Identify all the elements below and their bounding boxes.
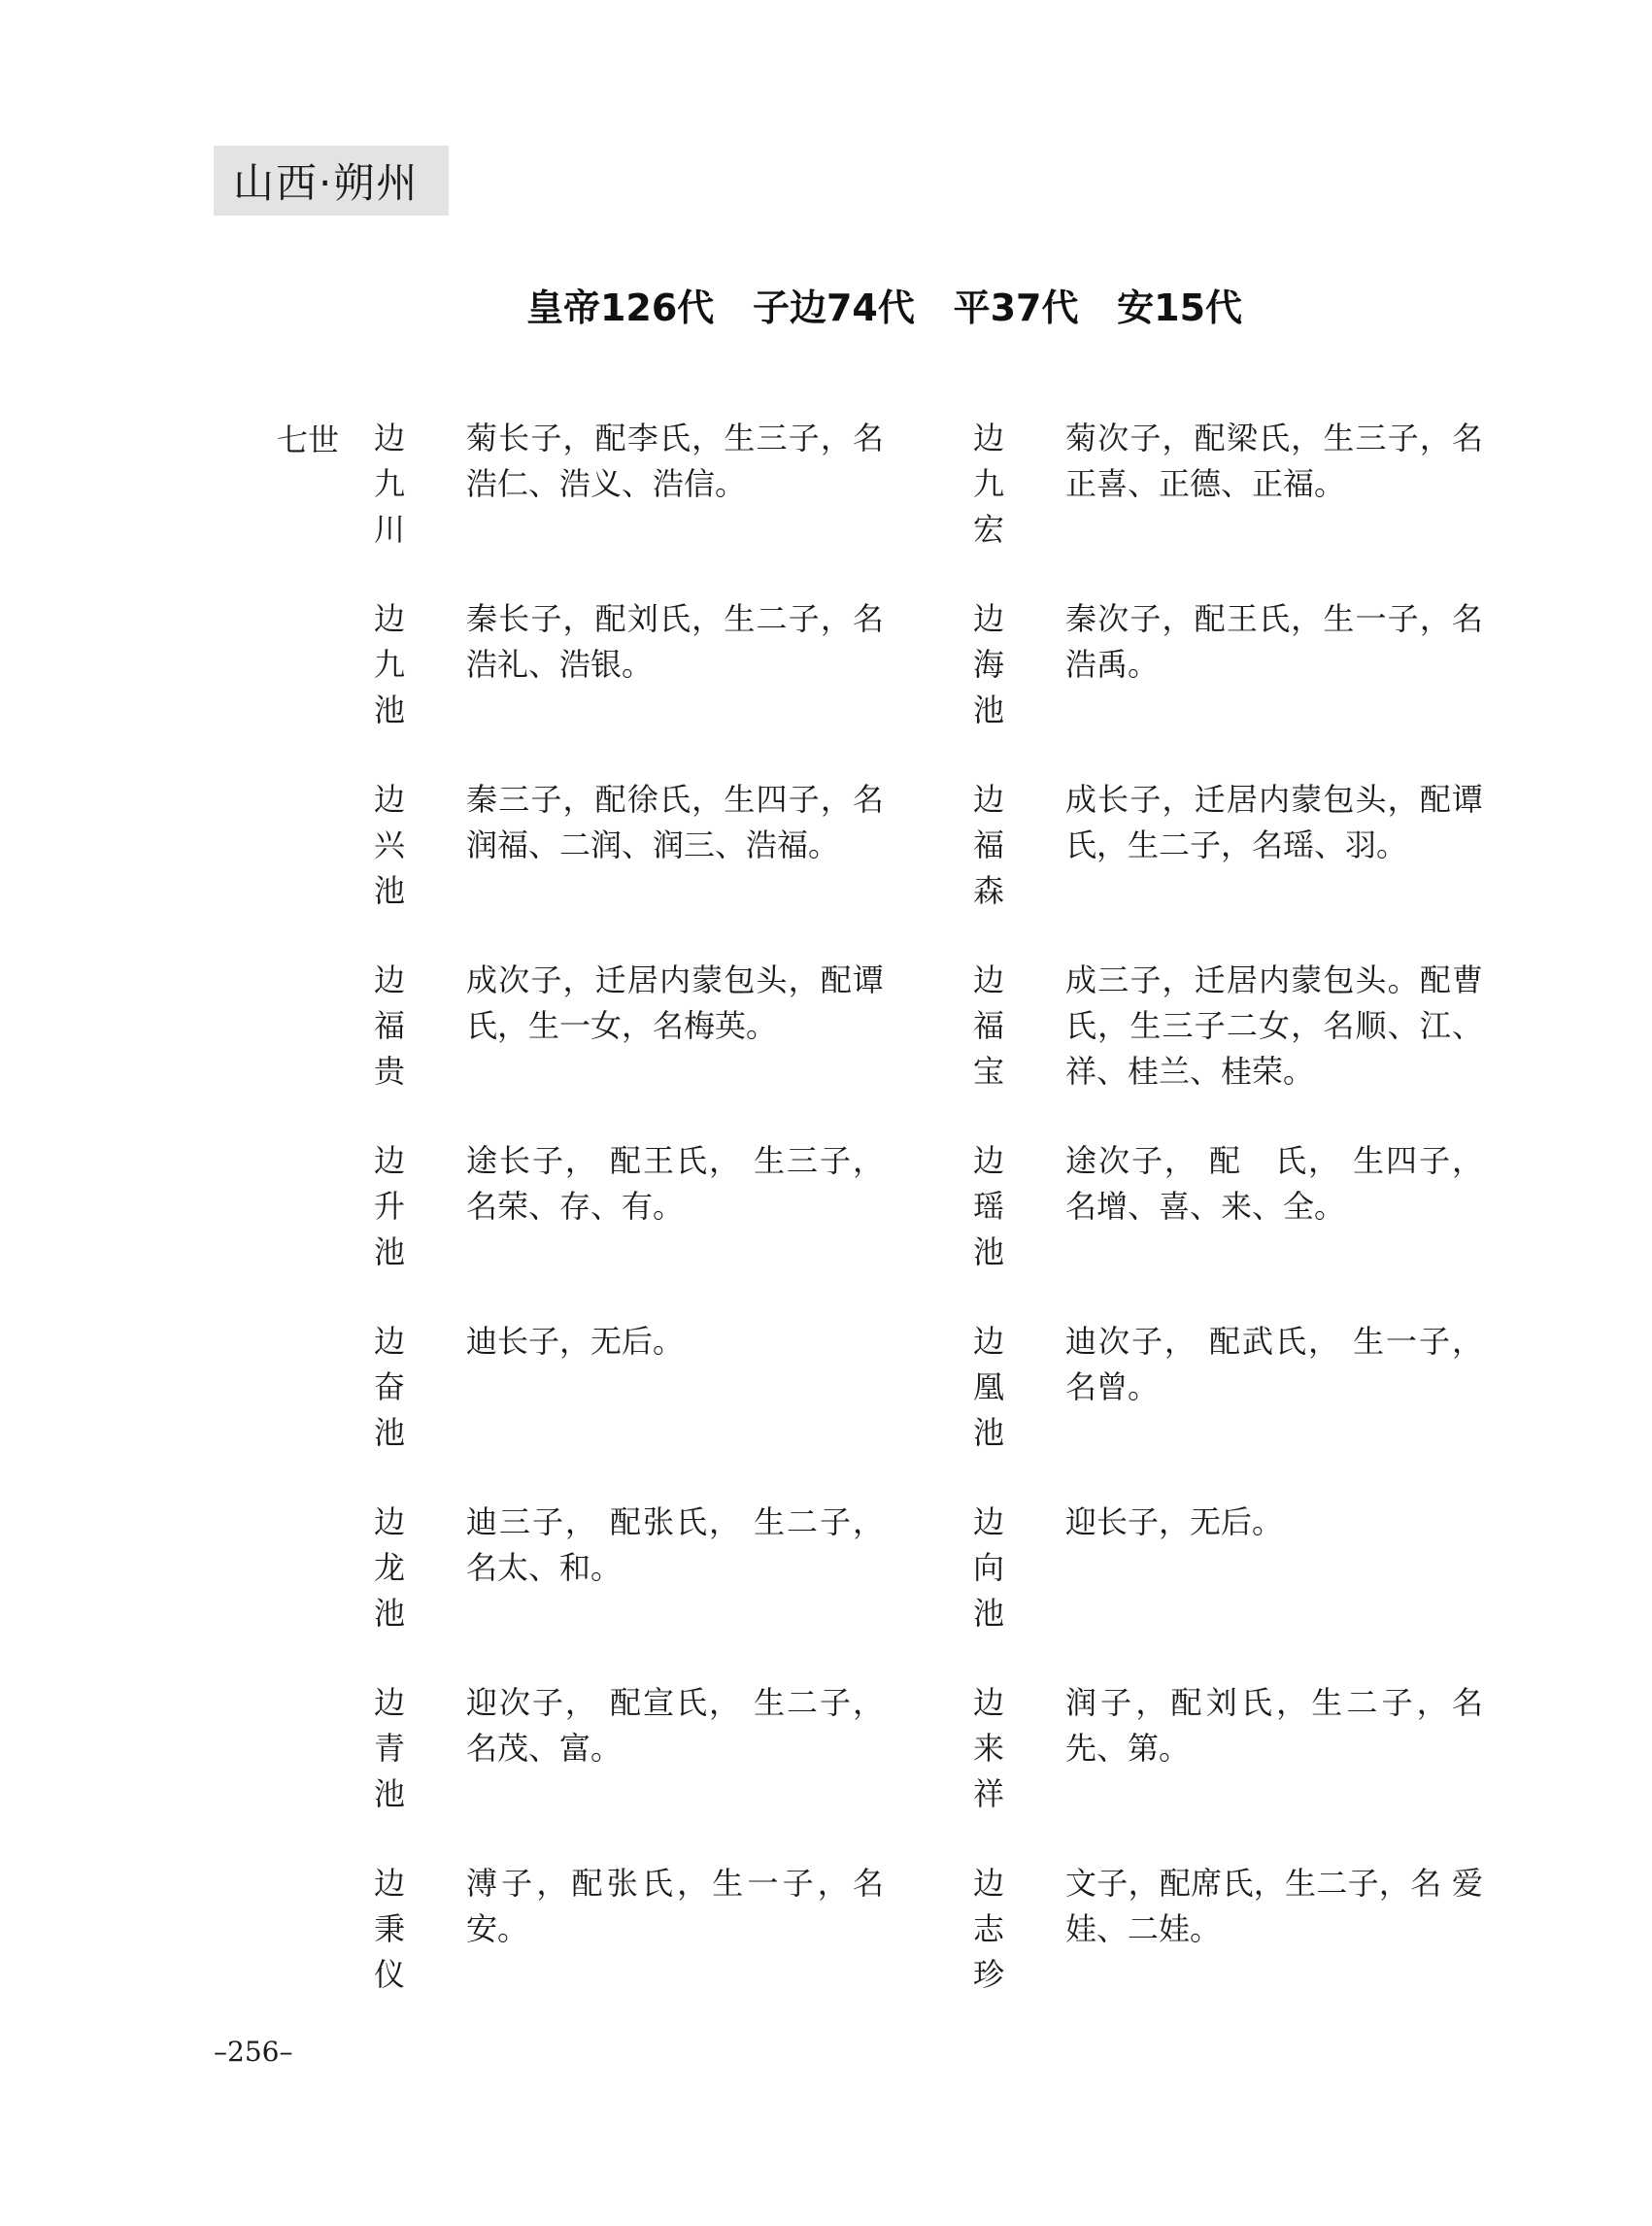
genealogy-entry [973, 1680, 1498, 1845]
entry-name: 边 来 祥 [973, 1684, 1005, 1812]
genealogy-entry [374, 1500, 898, 1665]
entry-name: 边 龙 池 [374, 1503, 406, 1632]
entry-name: 边 福 宝 [973, 961, 1005, 1090]
entry-name: 边 凰 池 [973, 1323, 1005, 1451]
entry-name: 边 瑶 池 [973, 1142, 1005, 1270]
entry-description: 秦长子，配刘氏，生二子，名浩礼、浩银。 [466, 600, 884, 683]
entry-description: 文子，配席氏，生二子，名 爱娃、二娃。 [1065, 1865, 1483, 1947]
entry-description: 途次子， 配 氏， 生四子，名增、喜、来、全。 [1065, 1142, 1483, 1225]
entry-description: 迪长子，无后。 [466, 1323, 685, 1360]
genealogy-entry [374, 777, 898, 942]
entry-name: 边 兴 池 [374, 781, 406, 909]
entry-name: 边 青 池 [374, 1684, 406, 1812]
genealogy-entry [973, 1500, 1498, 1665]
entry-name: 边 福 森 [973, 781, 1005, 909]
entry-description: 迎次子， 配宣氏， 生二子，名茂、富。 [466, 1684, 884, 1767]
genealogy-entry [973, 1138, 1498, 1303]
genealogy-entry [374, 416, 898, 581]
genealogy-entry [973, 1861, 1498, 2026]
generation-label: 七世 [277, 422, 340, 458]
entry-description: 途长子， 配王氏， 生三子，名荣、存、有。 [466, 1142, 884, 1225]
genealogy-entry [374, 1138, 898, 1303]
entry-description: 秦次子，配王氏，生一子，名浩禹。 [1065, 600, 1483, 683]
region-header-tab: 山西·朔州 [214, 146, 449, 216]
entry-name: 边 九 池 [374, 600, 406, 728]
genealogy-entry [973, 596, 1498, 761]
generation-count-title: 皇帝126代 子边74代 平37代 安15代 [525, 287, 1243, 329]
entry-name: 边 福 贵 [374, 961, 406, 1090]
entry-name: 边 志 珍 [973, 1865, 1005, 1993]
genealogy-entry [374, 1319, 898, 1484]
entry-name: 边 秉 仪 [374, 1865, 406, 1993]
entry-name: 边 奋 池 [374, 1323, 406, 1451]
genealogy-entry [374, 1861, 898, 2026]
entry-name: 边 海 池 [973, 600, 1005, 728]
entry-description: 成次子，迁居内蒙包头，配谭氏，生一女，名梅英。 [466, 961, 884, 1044]
entry-description: 迪三子， 配张氏， 生二子，名太、和。 [466, 1503, 884, 1586]
genealogy-entry [973, 416, 1498, 581]
genealogy-entry [374, 596, 898, 761]
page-number: –256– [214, 2036, 293, 2068]
genealogy-entry [374, 1680, 898, 1845]
entry-description: 成三子，迁居内蒙包头。配曹氏，生三子二女，名顺、江、祥、桂兰、桂荣。 [1065, 961, 1483, 1090]
genealogy-entry [973, 1319, 1498, 1484]
entry-description: 成长子，迁居内蒙包头，配谭氏，生二子，名瑶、羽。 [1065, 781, 1483, 863]
entry-description: 迪次子， 配武氏， 生一子，名曾。 [1065, 1323, 1483, 1405]
entry-description: 润子，配刘氏，生二子，名先、第。 [1065, 1684, 1483, 1767]
entry-description: 秦三子，配徐氏，生四子，名润福、二润、润三、浩福。 [466, 781, 884, 863]
entry-name: 边 向 池 [973, 1503, 1005, 1632]
genealogy-entry [973, 777, 1498, 942]
entry-name: 边 九 川 [374, 420, 406, 548]
genealogy-entry [374, 958, 898, 1123]
entry-name: 边 升 池 [374, 1142, 406, 1270]
entry-description: 菊长子，配李氏，生三子，名浩仁、浩义、浩信。 [466, 420, 884, 502]
entry-description: 迎长子，无后。 [1065, 1503, 1284, 1540]
genealogy-entry [973, 958, 1498, 1123]
entry-description: 溥子，配张氏，生一子，名安。 [466, 1865, 884, 1947]
entry-name: 边 九 宏 [973, 420, 1005, 548]
entry-description: 菊次子，配梁氏，生三子，名正喜、正德、正福。 [1065, 420, 1483, 502]
